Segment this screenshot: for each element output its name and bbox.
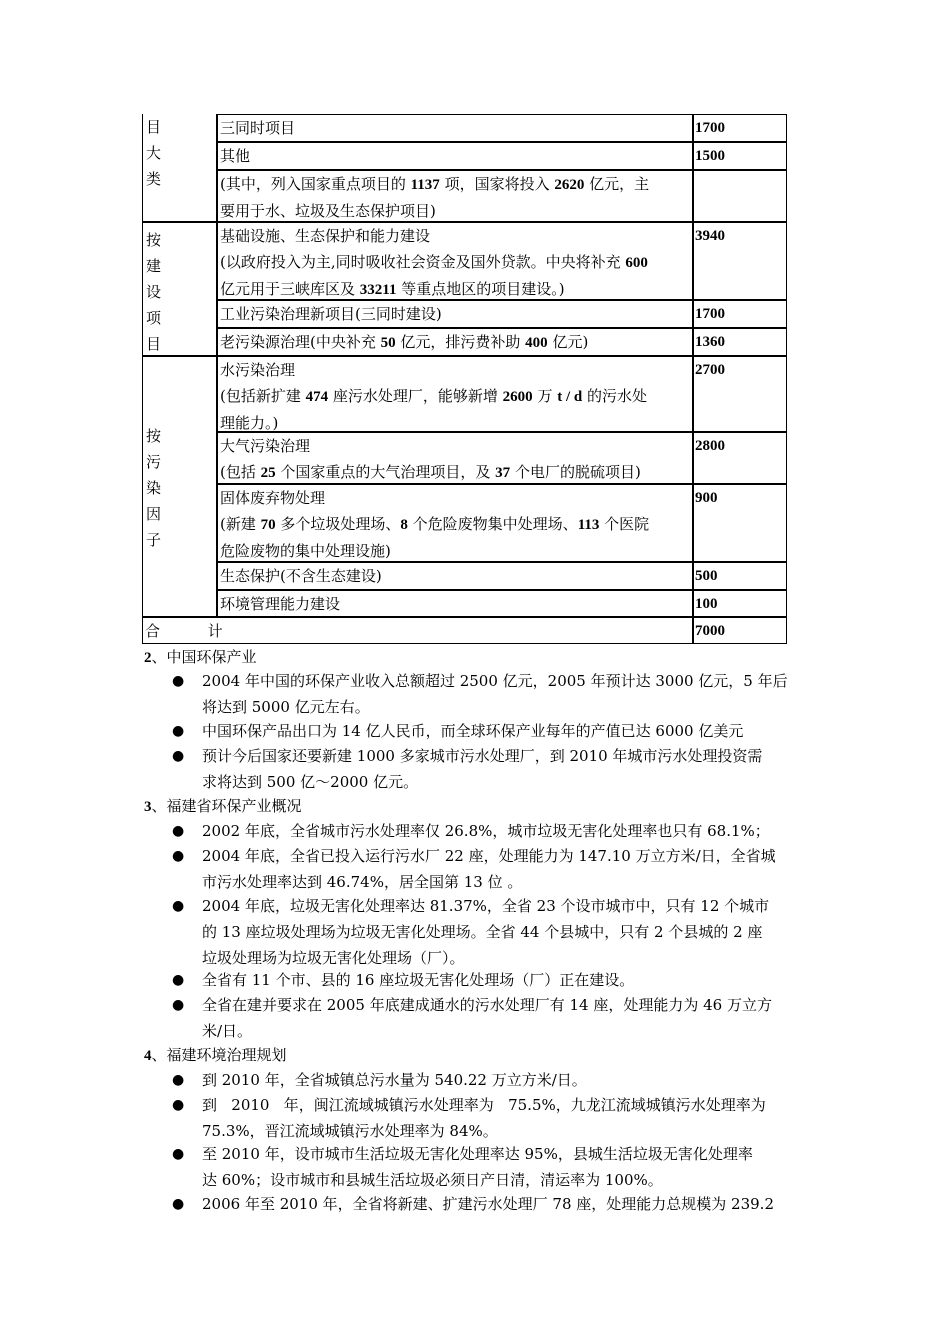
desc-text: 固体废弃物处理 (220, 489, 326, 507)
category-char: 设 (146, 283, 162, 301)
total-label: 合 计 (142, 617, 694, 644)
row-desc (217, 222, 694, 300)
desc-text: 危险废物的集中处理设施) (220, 542, 391, 560)
list-item (172, 992, 812, 1044)
row-value: 1700 (692, 300, 787, 328)
row-value: 900 (692, 484, 787, 562)
bullet-icon: ● (172, 997, 185, 1013)
desc-text: 水污染治理 (220, 361, 296, 379)
row-desc: 三同时项目 (217, 114, 694, 142)
bullet-icon: ● (172, 823, 185, 839)
row-value: 100 (692, 590, 787, 617)
desc-text: 个医院 (599, 515, 650, 533)
list-item (172, 668, 812, 720)
desc-number: 70 (260, 517, 276, 533)
row-value: 3940 (692, 222, 787, 300)
category-char: 因 (146, 505, 162, 523)
desc-text: 个国家重点的大气治理项目，及 (275, 463, 496, 481)
section-heading (144, 1042, 287, 1069)
desc-number: t / d (557, 389, 583, 405)
desc-text: (新建 (220, 515, 261, 533)
bullet-icon: ● (172, 1097, 185, 1113)
row-desc: 环境管理能力建设 (217, 590, 694, 617)
row-desc (217, 484, 694, 562)
row-value (692, 170, 787, 222)
desc-text: 等重点地区的项目建设。) (396, 280, 565, 298)
list-item (172, 1141, 812, 1193)
row-desc (217, 170, 694, 222)
investment-table (142, 114, 787, 644)
category-cell-2 (142, 222, 217, 356)
desc-number: 400 (525, 335, 548, 351)
bullet-text: 75.3%，晋江流域城镇污水处理率为 84%。 (202, 1122, 498, 1140)
desc-text: 个电厂的脱硫项目) (510, 463, 641, 481)
desc-text: 亿元用于三峡库区及 (220, 280, 360, 298)
row-desc: 生态保护(不含生态建设) (217, 562, 694, 590)
category-cell-3 (142, 356, 217, 617)
desc-text: 亿元，排污费补助 (395, 333, 526, 351)
row-desc: 工业污染治理新项目(三同时建设) (217, 300, 694, 328)
bullet-icon: ● (172, 723, 185, 739)
category-char: 目 (146, 118, 162, 136)
row-desc (217, 432, 694, 484)
bullet-icon: ● (172, 1146, 185, 1162)
section-title: 、福建环境治理规划 (151, 1046, 287, 1064)
bullet-text: 到 2010 年，闽江流域城镇污水处理率为 75.5%，九龙江流域城镇污水处理率为 (202, 1096, 766, 1114)
total-value: 7000 (692, 617, 787, 644)
bullet-text: 达 60%；设市城市和县城生活垃圾必须日产日清，清运率为 100%。 (202, 1171, 663, 1189)
bullet-text: 2004 年中国的环保产业收入总额超过 2500 亿元，2005 年预计达 3000 亿元，5 年后 (202, 672, 788, 690)
bullet-text: 将达到 5000 亿元左右。 (202, 698, 370, 716)
section-title: 、中国环保产业 (151, 648, 257, 666)
list-item (172, 843, 812, 895)
list-item (172, 967, 812, 993)
row-value: 500 (692, 562, 787, 590)
category-char: 子 (146, 531, 162, 549)
section-heading (144, 644, 257, 671)
list-item (172, 718, 812, 744)
desc-text: 座污水处理厂，能够新增 (328, 387, 503, 405)
desc-text: 理能力。) (220, 414, 279, 432)
desc-text: (以政府投入为主,同时吸收社会资金及国外贷款。中央将补充 (220, 253, 626, 271)
bullet-text: 全省有 11 个市、县的 16 座垃圾无害化处理场（厂）正在建设。 (202, 971, 635, 989)
bullet-text: 的 13 座垃圾处理场为垃圾无害化处理场。全省 44 个县城中，只有 2 个县城的 2 座 (202, 923, 763, 941)
list-item (172, 818, 812, 844)
bullet-text: 2004 年底，全省已投入运行污水厂 22 座，处理能力为 147.10 万立方米/日，全省城 (202, 847, 776, 865)
desc-number: 33211 (359, 282, 397, 298)
desc-number: 50 (380, 335, 396, 351)
bullet-text: 垃圾处理场为垃圾无害化处理场（厂）。 (202, 949, 465, 967)
desc-text: 个危险废物集中处理场、 (407, 515, 578, 533)
bullet-text: 2004 年底，垃圾无害化处理率达 81.37%，全省 23 个设市城市中，只有 12 个城市 (202, 897, 770, 915)
desc-text: 的污水处 (582, 387, 648, 405)
bullet-icon: ● (172, 1072, 185, 1088)
desc-text: 项，国家将投入 (439, 175, 555, 193)
desc-number: 1137 (410, 177, 440, 193)
desc-text: 万 (532, 387, 558, 405)
bullet-text: 预计今后国家还要新建 1000 多家城市污水处理厂，到 2010 年城市污水处理投资需 (202, 747, 763, 765)
category-char: 大 (146, 144, 162, 162)
list-item (172, 893, 812, 971)
category-cell-1 (142, 114, 217, 222)
desc-number: 37 (495, 465, 511, 481)
row-desc: 其他 (217, 142, 694, 170)
desc-number: 2600 (502, 389, 533, 405)
section-number: 4 (144, 1048, 152, 1064)
category-char: 建 (146, 257, 162, 275)
bullet-text: 米/日。 (202, 1022, 253, 1040)
desc-number: 8 (400, 517, 408, 533)
bullet-text: 到 2010 年，全省城镇总污水量为 540.22 万立方米/日。 (202, 1071, 587, 1089)
bullet-text: 中国环保产品出口为 14 亿人民币，而全球环保产业每年的产值已达 6000 亿美元 (202, 722, 744, 740)
bullet-text: 求将达到 500 亿～2000 亿元。 (202, 773, 419, 791)
row-value: 2700 (692, 356, 787, 432)
bullet-text: 市污水处理率达到 46.74%，居全国第 13 位 。 (202, 873, 523, 891)
desc-number: 600 (625, 255, 648, 271)
category-char: 按 (146, 427, 162, 445)
list-item (172, 1191, 812, 1217)
desc-text: (包括新扩建 (220, 387, 306, 405)
list-item (172, 743, 812, 795)
category-char: 目 (146, 335, 162, 353)
desc-text: 老污染源治理(中央补充 (220, 333, 381, 351)
desc-text: 基础设施、生态保护和能力建设 (220, 227, 431, 245)
category-char: 染 (146, 479, 162, 497)
bullet-icon: ● (172, 673, 185, 689)
section-number: 2 (144, 650, 152, 666)
section-number: 3 (144, 799, 152, 815)
category-char: 项 (146, 309, 162, 327)
row-desc (217, 328, 694, 356)
desc-text: 要用于水、垃圾及生态保护项目) (220, 202, 436, 220)
bullet-icon: ● (172, 848, 185, 864)
section-heading (144, 793, 302, 820)
bullet-icon: ● (172, 748, 185, 764)
desc-text: 亿元) (547, 333, 589, 351)
bullet-text: 2006 年至 2010 年，全省将新建、扩建污水处理厂 78 座，处理能力总规模为 239.2 (202, 1195, 774, 1213)
desc-text: (其中，列入国家重点项目的 (220, 175, 411, 193)
list-item (172, 1092, 812, 1144)
bullet-text: 全省在建并要求在 2005 年底建成通水的污水处理厂有 14 座，处理能力为 46 万立方 (202, 996, 772, 1014)
category-char: 污 (146, 453, 162, 471)
desc-text: 大气污染治理 (220, 437, 311, 455)
desc-number: 474 (305, 389, 329, 405)
row-desc (217, 356, 694, 432)
list-item (172, 1067, 812, 1093)
desc-number: 2620 (554, 177, 585, 193)
category-char: 按 (146, 231, 162, 249)
bullet-text: 2002 年底，全省城市污水处理率仅 26.8%，城市垃圾无害化处理率也只有 68.1%； (202, 822, 770, 840)
bullet-text: 至 2010 年，设市城市生活垃圾无害化处理率达 95%，县城生活垃圾无害化处理率 (202, 1145, 753, 1163)
desc-text: 多个垃圾处理场、 (275, 515, 401, 533)
row-value: 2800 (692, 432, 787, 484)
bullet-icon: ● (172, 972, 185, 988)
row-value: 1700 (692, 114, 787, 142)
row-value: 1500 (692, 142, 787, 170)
section-title: 、福建省环保产业概况 (151, 797, 302, 815)
bullet-icon: ● (172, 1196, 185, 1212)
desc-number: 25 (260, 465, 276, 481)
desc-text: (包括 (220, 463, 261, 481)
desc-number: 113 (577, 517, 600, 533)
category-char: 类 (146, 170, 162, 188)
bullet-icon: ● (172, 898, 185, 914)
row-value: 1360 (692, 328, 787, 356)
desc-text: 亿元，主 (584, 175, 650, 193)
